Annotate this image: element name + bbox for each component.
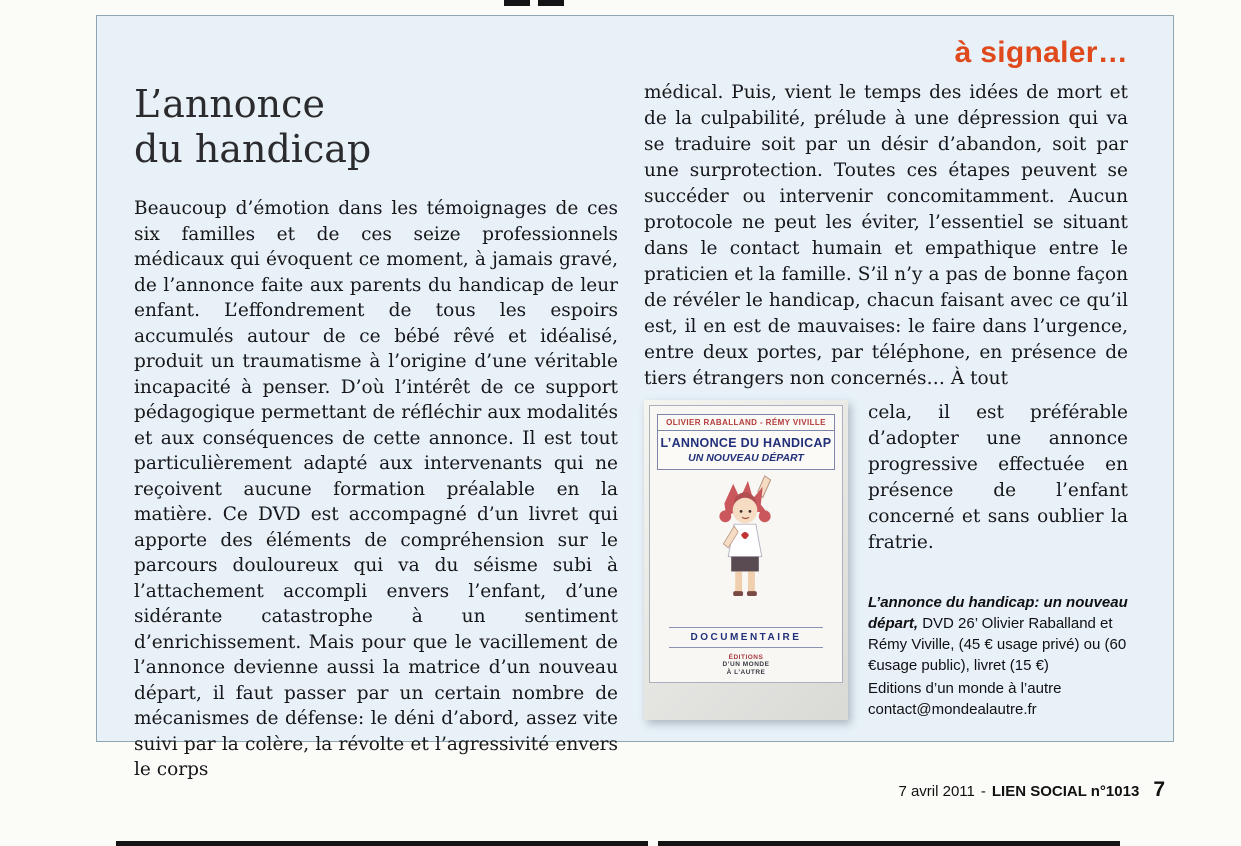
article-title bbox=[134, 82, 618, 172]
footer-date: 7 avril 2011 bbox=[898, 783, 975, 800]
caption-publisher: Editions d’un monde à l’autre bbox=[868, 680, 1062, 697]
article-paragraph-beside-image: cela, il est préférable d’adopter une annonce progressive effectuée en présence de l’enfant concerné et sans oublier la fratrie. bbox=[868, 402, 1128, 553]
dvd-cover-inner bbox=[649, 405, 843, 683]
section-header: à signaler… bbox=[954, 36, 1128, 69]
article-paragraph-right-top: médical. Puis, vient le temps des idées de mort et de la culpabilité, prélude à une dépression qui va se traduire soit par un désir d’abandon, soit par une surprotection. Toutes ces étapes peuvent se succéder ou intervenir concomitamment. Aucun protocole ne peut les éviter, l’essentiel se situant dans le contact humain et empathique entre le praticien et la famille. S’il n’y a pas de bonne façon de révéler le handicap, chacun faisant avec ce qu’il est, il en est de mauvaises: le faire dans l’urgence, entre deux portes, par téléphone, en présence de tiers étrangers non concernés… À tout bbox=[644, 82, 1128, 389]
dvd-cover-title: L’ANNONCE DU HANDICAP bbox=[660, 436, 832, 450]
beside-image-block bbox=[868, 400, 1128, 720]
scan-artifact bbox=[538, 0, 564, 6]
right-column bbox=[644, 80, 1128, 783]
article-panel bbox=[96, 15, 1174, 780]
dvd-cover-genre: DOCUMENTAIRE bbox=[669, 627, 822, 648]
caption-title: L’annonce du handicap: un nouveau départ, bbox=[868, 594, 1128, 632]
article-columns bbox=[134, 80, 1128, 783]
caption-contact-email: contact@mondealautre.fr bbox=[868, 701, 1037, 718]
article-title-line2: du handicap bbox=[134, 127, 372, 171]
left-column bbox=[134, 80, 618, 783]
footer-page-number: 7 bbox=[1153, 778, 1165, 801]
caption-details: DVD 26’ Olivier Raballand et Rémy Viville, (45 € usage privé) ou (60 €usage public), livret (15 €) bbox=[868, 615, 1127, 674]
dvd-cover-publisher-logo bbox=[723, 654, 770, 677]
scan-artifact bbox=[658, 841, 1120, 846]
publisher-line1: ÉDITIONS bbox=[728, 653, 764, 661]
footer-journal-name: LIEN SOCIAL n°1013 bbox=[991, 783, 1140, 800]
media-row bbox=[644, 400, 1128, 720]
article-title-line1: L’annonce bbox=[134, 82, 325, 126]
caption-main bbox=[868, 592, 1128, 676]
scan-artifact bbox=[504, 0, 530, 6]
article-paragraph-left: Beaucoup d’émotion dans les témoignages de ces six familles et de ces seize professionnels médicaux qui évoquent ce moment, à jamais gravé, de l’annonce faite aux parents du handicap de leur enfant. L’effondrement de tous les espoirs accumulés autour de ce bébé rêvé et idéalisé, produit un traumatisme à l’origine d’une véritable incapacité à penser. D’où l’intérêt de ce support pédagogique permettant de réfléchir aux modalités et aux conséquences de cette annonce. Il est tout particulièrement adapté aux intervenants qui ne reçoivent aucune formation préalable en la matière. Ce DVD est accompagné d’un livret qui apporte des éléments de compréhension sur le parcours douloureux qui va du séisme subi à l’attachement accompli envers l’enfant, d’une sidérante catastrophe à un sentiment d’enrichissement. Mais pour que le vacillement de l’annonce devienne aussi la matrice d’un nouveau départ, il faut passer par un certain nombre de mécanismes de défense: le déni d’abord, assez vite suivi par la colère, la révolte et l’agressivité envers le corps bbox=[134, 198, 618, 780]
footer-separator: - bbox=[980, 783, 986, 800]
dvd-caption bbox=[868, 592, 1128, 720]
publisher-line3: À L’AUTRE bbox=[726, 668, 766, 676]
dvd-cover-authors: OLIVIER RABALLAND - RÉMY VIVILLE bbox=[658, 415, 834, 431]
publisher-line2: D’UN MONDE bbox=[722, 661, 770, 668]
dvd-cover-girl-illustration bbox=[696, 470, 796, 602]
scan-artifact bbox=[116, 841, 648, 846]
dvd-cover bbox=[644, 400, 848, 720]
page-footer bbox=[898, 778, 1165, 802]
dvd-cover-subtitle: UN NOUVEAU DÉPART bbox=[688, 452, 804, 464]
dvd-cover-header bbox=[657, 414, 835, 470]
